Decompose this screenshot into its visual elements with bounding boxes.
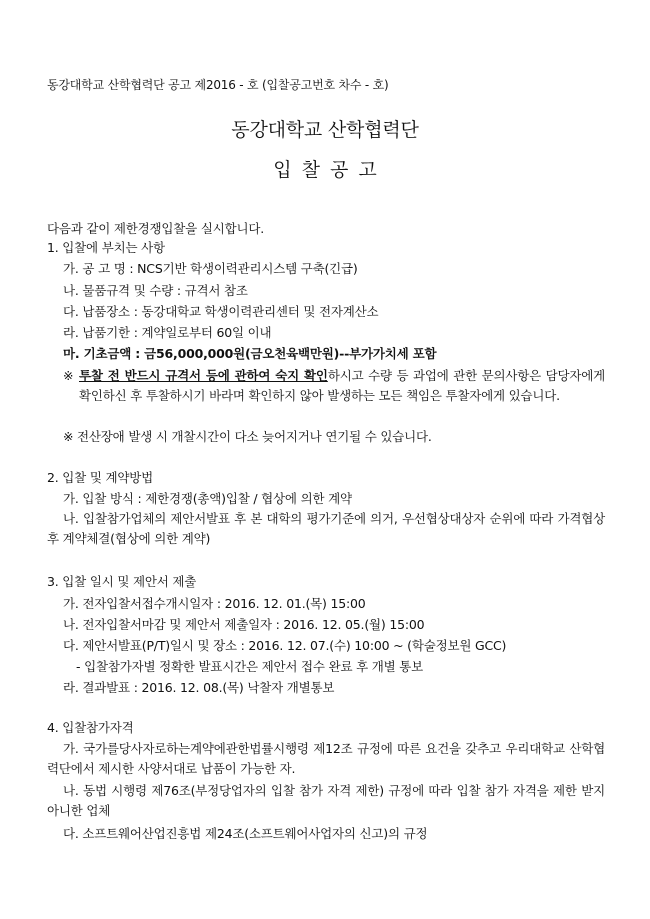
intro-text: 다음과 같이 제한경쟁입찰을 실시합니다.: [47, 221, 264, 236]
organization-name: 동강대학교 산학협력단: [231, 119, 419, 141]
s3-item-result: 라. 결과발표 : 2016. 12. 08.(목) 낙찰자 개별통보: [63, 680, 335, 695]
section-4-heading: 4. 입찰참가자격: [47, 720, 134, 735]
s3-item-close-date: 나. 전자입찰서마감 및 제안서 제출일자 : 2016. 12. 05.(월) 15:00: [63, 617, 425, 632]
s1-item-title: 가. 공 고 명 : NCS기반 학생이력관리시스템 구축(긴급): [63, 261, 358, 276]
section-3-heading: 3. 입찰 일시 및 제안서 제출: [47, 574, 197, 589]
s2-item-method: 가. 입찰 방식 : 제한경쟁(총액)입찰 / 협상에 의한 계약: [63, 491, 352, 506]
note-mark: ※: [63, 368, 74, 383]
s1-item-base-price: 마. 기초금액 : 금56,000,000원(금오천육백만원)--부가가치세 포함: [63, 346, 437, 361]
s4-item-software-law: 다. 소프트웨어산업진흥법 제24조(소프트웨어사업자의 신고)의 규정: [63, 826, 428, 841]
note-underlined-text: 투찰 전 반드시 규격서 등에 관하여 숙지 확인: [79, 368, 328, 383]
notice-number: 동강대학교 산학협력단 공고 제2016 - 호 (입찰공고번호 차수 - 호): [47, 78, 389, 92]
s1-note-check-spec: [63, 366, 605, 405]
section-1-heading: 1. 입찰에 부치는 사항: [47, 240, 165, 255]
s1-item-place: 다. 납품장소 : 동강대학교 학생이력관리센터 및 전자계산소: [63, 304, 379, 319]
note-rest-text: 하시고 수량 등 과업에 관한 문의사항은 담당자에게 확인하신 후 투찰하시기 바라며 확인하지 않아 발생하는 모든 책임은 투찰자에게 있습니다.: [79, 368, 605, 403]
s4-item-requirement: 가. 국가를당사자로하는계약에관한법률시행령 제12조 규정에 따른 요건을 갖추고 우리대학교 산학협력단에서 제시한 사양서대로 납품이 가능한 자.: [47, 741, 605, 776]
s3-item-open-date: 가. 전자입찰서접수개시일자 : 2016. 12. 01.(목) 15:00: [63, 596, 366, 611]
document-title: 입찰공고: [273, 159, 387, 181]
section-2-heading: 2. 입찰 및 계약방법: [47, 470, 153, 485]
s1-item-deadline: 라. 납품기한 : 계약일로부터 60일 이내: [63, 325, 272, 340]
s1-item-spec: 나. 물품규격 및 수량 : 규격서 참조: [63, 283, 248, 298]
s4-item-restriction: 나. 동법 시행령 제76조(부정당업자의 입찰 참가 자격 제한) 규정에 따라 입찰 참가 자격을 제한 받지 아니한 업체: [47, 783, 605, 818]
s2-item-contract: 나. 입찰참가업체의 제안서발표 후 본 대학의 평가기준에 의거, 우선협상대상자 순위에 따라 가격협상 후 계약체결(협상에 의한 계약): [47, 511, 605, 546]
s3-item-presentation: 다. 제안서발표(P/T)일시 및 장소 : 2016. 12. 07.(수) 10:00 ~ (학술정보원 GCC): [63, 638, 507, 653]
s3-item-presentation-note: - 입찰참가자별 정확한 발표시간은 제안서 접수 완료 후 개별 통보: [76, 659, 424, 674]
s1-note-system-failure: ※ 전산장애 발생 시 개찰시간이 다소 늦어지거나 연기될 수 있습니다.: [63, 429, 432, 444]
